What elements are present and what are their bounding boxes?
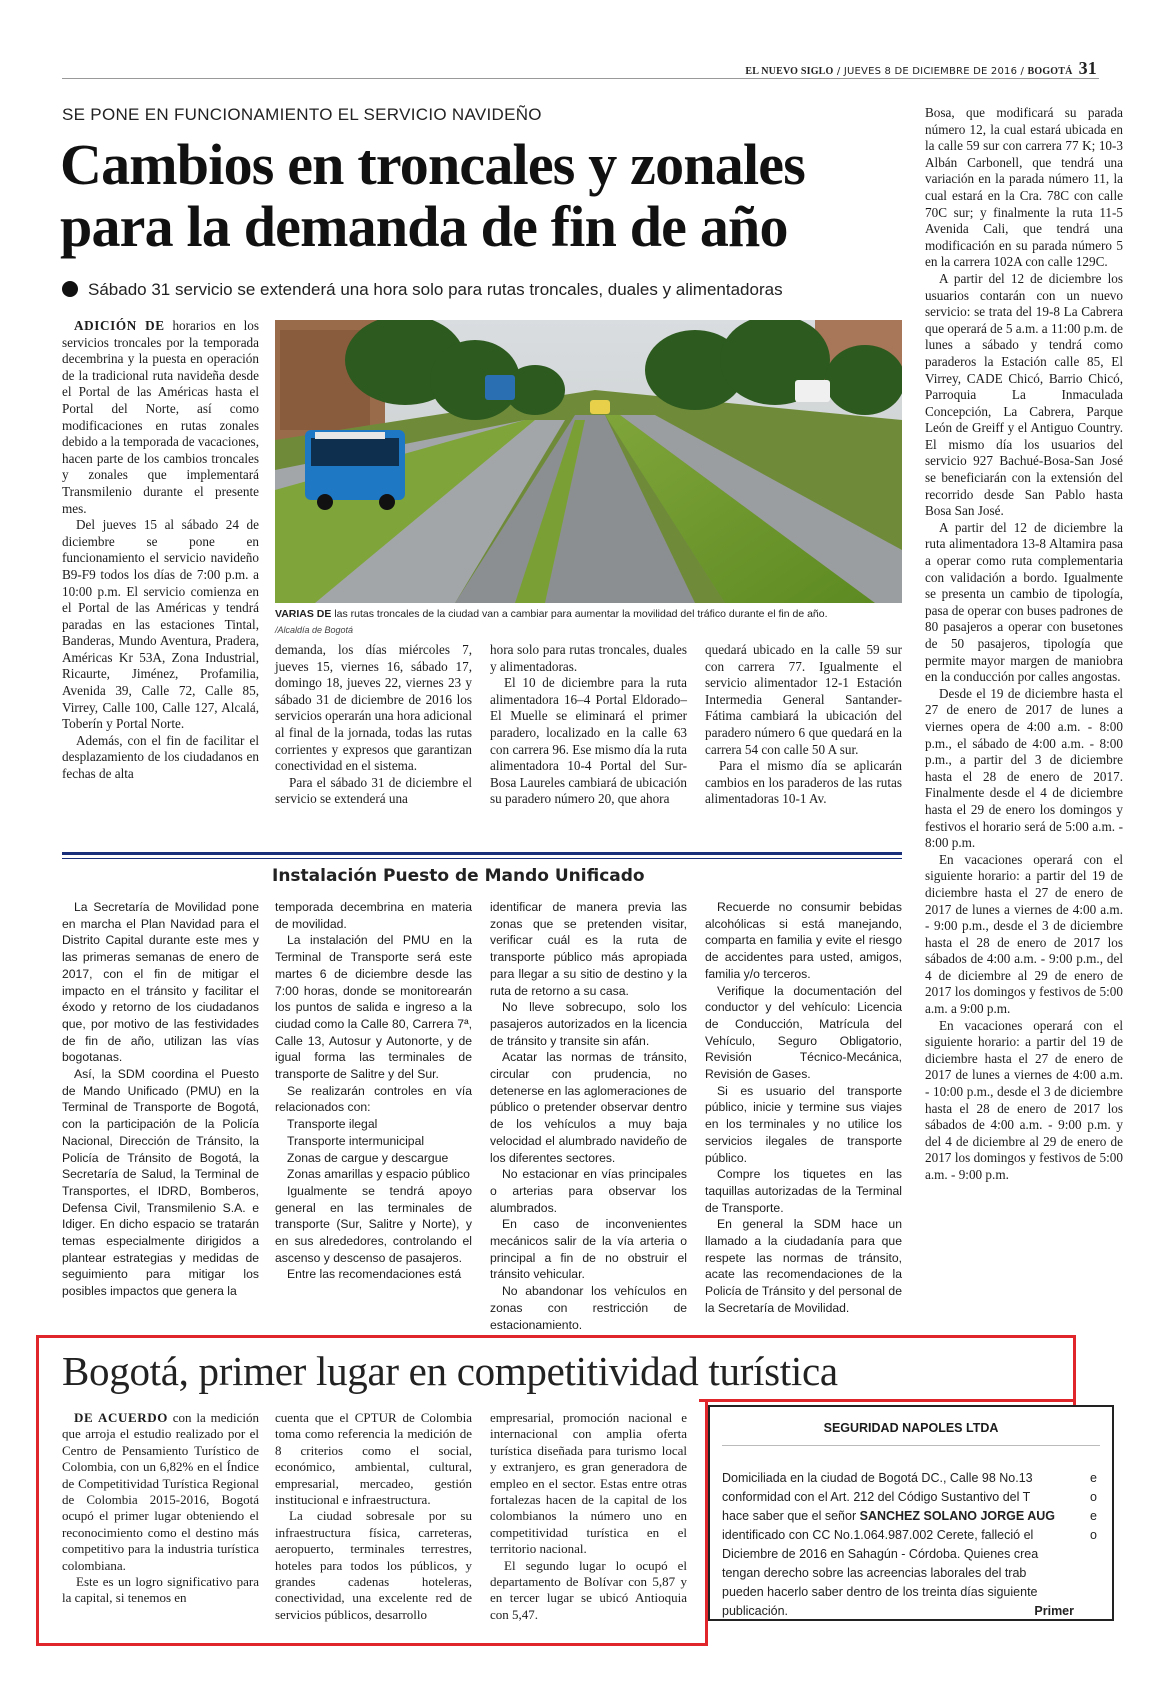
notice-line: [722, 1602, 1074, 1621]
article-headline: [60, 134, 920, 258]
notice-line: Diciembre de 2016 en Sahagún - Córdoba. Quienes crea: [722, 1547, 1039, 1561]
column-paragraph: El 10 de diciembre para la ruta alimentadora 16–4 Portal Eldorado–El Muelle se eliminará el primer paradero, localizado en la calle 63 con carrera 96. Ese mismo día la ruta alimentadora 10-4 Portal del Sur-Bosa Laureles cambiará de ubicación su paradero número 20, que ahora: [490, 675, 687, 807]
column-paragraph: En vacaciones operará con el siguiente horario: a partir del 19 de diciembre hasta el 27 de enero de 2017 de lunes a viernes de 4:00 a.m. - 10:00 p.m., desde el 3 de diciembre hasta el 28 de enero de 2017 los sábados de 4:00 a.m. - 9:00 p.m. y del 4 de diciembre al 29 de enero de 2017 los domingos y festivos de 5:00 a.m. - 9:00 p.m.: [925, 1017, 1123, 1182]
street-scene-image: [275, 320, 902, 603]
lead-text: con la medición que arroja el estudio realizado por el Centro de Pensamiento Turístico de Colombia, con un 6,82% en el Índice de Competitividad Turística Regional de Colombia 2015-2016, Bogotá ocupó el primer lugar obteniendo el reconocimiento como el destino más competitivo para la industria turística colombiana.: [62, 1410, 259, 1573]
notice-divider: [722, 1445, 1100, 1446]
control-list: [275, 1116, 472, 1183]
header-section: BOGOTÁ: [1027, 66, 1073, 77]
subhead-text: Sábado 31 servicio se extenderá una hora solo para rutas troncales, duales y alimentadoras: [88, 280, 783, 299]
notice-line-text: publicación.: [722, 1604, 789, 1618]
photo-caption: [275, 607, 902, 621]
lead-words: ADICIÓN DE: [74, 318, 165, 333]
sidebar-column-4: [705, 899, 902, 1317]
notice-title: SEGURIDAD NAPOLES LTDA: [823, 1421, 999, 1435]
article-column-2: [275, 642, 472, 808]
edge-char: o: [1090, 1528, 1097, 1542]
sidebar-column-3: [490, 899, 687, 1333]
column-paragraph: El segundo lugar lo ocupó el departamento de Bolívar con 5,87 y en tercer lugar se ubicó Antioquia con 5,47.: [490, 1557, 687, 1622]
column-paragraph: En vacaciones operará con el siguiente horario: a partir del 19 de diciembre hasta el 27 de enero de 2017 de lunes a viernes de 4:00 a.m. - 9:00 p.m., desde el 3 de diciembre hasta el 28 de enero de 2017 los sábados de 4:00 a.m. - 9:00 p.m., del 4 de diciembre al 29 de enero de 2017 los domingos y festivos de 5:00 a.m. a 9:00 p.m.: [925, 851, 1123, 1017]
article2-column-2: [275, 1410, 472, 1623]
column-paragraph: Verifique la documentación del conductor y del vehículo: Licencia de Conducción, Matrícula del Vehículo, Seguro Obligatorio, Revisión Técnico-Mecánica, Revisión de Gases.: [705, 983, 902, 1082]
notice-body: [722, 1469, 1074, 1621]
notice-line: identificado con CC No.1.064.987.002 Cerete, falleció el: [722, 1528, 1034, 1542]
column-paragraph: No lleve sobrecupo, solo los pasajeros autorizados en la licencia de tránsito y transite sin afán.: [490, 1000, 687, 1048]
column-paragraph: quedará ubicado en la calle 59 sur con carrera 77. Igualmente el servicio alimentador 12-1 Estación Intermedia General Santander-Fátima cambiará la ubicación del paradero número 6 que quedará en la carrera 54 con calle 50 A sur.: [705, 642, 902, 757]
column-paragraph: Para el sábado 31 de diciembre el servicio se extenderá una: [275, 774, 472, 807]
column-paragraph: Acatar las normas de tránsito, circular con prudencia, no detenerse en las aglomeraciones de público o pretender observar dentro de los vehículos a muy baja velocidad el alumbrado navideño de los diferentes sectores.: [490, 1050, 687, 1165]
column-paragraph: Del jueves 15 al sábado 24 de diciembre se pone en funcionamiento el servicio navideño B9-F9 todos los días de 7:00 p.m. a 10:00 p.m. El servicio comienza en el Portal de las Américas y tendrá paradas en las estaciones Tintal, Banderas, Mundo Aventura, Pradera, Américas Kr 53A, Zona Industrial, Ricaurte, Jiménez, Profamilia, Avenida 39, Calle 72, Calle 85, Virrey, Calle 100, Calle 127, Alcalá, Toberín y Portal Norte.: [62, 517, 259, 732]
caption-text: las rutas troncales de la ciudad van a cambiar para aumentar la movilidad del tráfico durante el fin de año.: [331, 608, 828, 620]
column-paragraph: En caso de inconvenientes mecánicos salir de la vía arteria o principal a fin de no obstruir el tránsito vehicular.: [490, 1217, 687, 1282]
edition-label: Primer: [1034, 1604, 1074, 1618]
notice-cut-edge: [1090, 1469, 1104, 1545]
article2-column-3: [490, 1410, 687, 1623]
edge-char: e: [1090, 1471, 1097, 1485]
column-paragraph: No estacionar en vías principales o arterias para observar los alumbrados.: [490, 1167, 687, 1215]
column-paragraph: En general la SDM hace un llamado a la ciudadanía para que respete las normas de tránsito, acate las recomendaciones de la Policía de Tránsito y del personal de la Secretaría de Movilidad.: [705, 1217, 902, 1315]
edge-char: e: [1090, 1509, 1097, 1523]
article-headline-2: Bogotá, primer lugar en competitividad turística: [62, 1348, 838, 1394]
notice-line: [722, 1507, 1074, 1526]
column-paragraph: Igualmente se tendrá apoyo general en las terminales de transporte (Sur, Salitre y Norte), y en sus alrededores, controlando el ascenso y descenso de pasajeros.: [275, 1183, 472, 1265]
column-paragraph: [62, 318, 259, 517]
caption-lead: VARIAS DE: [275, 608, 332, 620]
sidebar-column-1: [62, 899, 259, 1300]
list-item: Transporte ilegal: [287, 1117, 378, 1132]
section-divider-thin: [62, 858, 902, 859]
column-paragraph: [62, 1410, 259, 1574]
sidebar-column-2: [275, 899, 472, 1283]
article-column-4: [705, 642, 902, 808]
column-paragraph: temporada decembrina en materia de movilidad.: [275, 900, 472, 931]
notice-line: Domiciliada en la ciudad de Bogotá DC., Calle 98 No.13: [722, 1471, 1033, 1485]
notice-line: conformidad con el Art. 212 del Código Sustantivo del T: [722, 1490, 1031, 1504]
column-paragraph: Entre las recomendaciones está: [287, 1267, 462, 1282]
header-divider: [62, 78, 1099, 79]
column-paragraph: Así, la SDM coordina el Puesto de Mando Unificado (PMU) en la Terminal de Transporte de Bogotá, con la participación de la Policía Nacional, Dirección de Tránsito, la Policía de Tránsito de Bogotá, la Secretaría de Salud, la Terminal de Transportes, el IDRD, Bomberos, Defensa Civil, Transmilenio S.A. e Idiger. En dicho espacio se tratarán temas especialmente dirigidos a plantear estrategias y medidas de seguimiento para mitigar los posibles impactos que genera la: [62, 1067, 259, 1299]
column-paragraph: demanda, los días miércoles 7, jueves 15, viernes 16, sábado 17, domingo 18, jueves 22, viernes 23 y sábado 31 de diciembre de 2016 los servicios operarán una hora adicional al final de la jornada, todas las rutas corrientes y expresos que garantizan conectividad en el sistema.: [275, 642, 472, 774]
highlight-frame-join: [699, 1399, 1073, 1402]
column-paragraph: A partir del 12 de diciembre la ruta alimentadora 13-8 Altamira pasa a operar como ruta complementaria con validación a bordo. Igualmente se presenta un cambio de tipología, pasa de operar con buses padrones de 80 pasajeros a operar con busetones de 50 pasajeros, tipología que permite mayor margen de maniobra en la conducción por calles angostas.: [925, 519, 1123, 685]
sidebar-title: Instalación Puesto de Mando Unificado: [272, 866, 645, 886]
column-paragraph: La ciudad sobresale por su infraestructura física, carreteras, aeropuerto, terminales terrestres, hoteles para todos los públicos, y grandes cadenas hoteleras, conectividad, una excelente red de servicios públicos, desarrollo: [275, 1508, 472, 1622]
column-paragraph: La instalación del PMU en la Terminal de Transporte será este martes 6 de diciembre desde las 7:00 horas, donde se monitorearán los puntos de salida e ingreso a la ciudad como la Calle 80, Carrera 7ª, Calle 13, Autosur y Autonorte, y de igual forma las terminales de transporte de Salitre y del Sur.: [275, 933, 472, 1082]
article-right-column: [925, 105, 1123, 1184]
column-paragraph: Recuerde no consumir bebidas alcohólicas si está manejando, comparta en familia y evite el riesgo de accidentes para usted, amigos, familia y/o terceros.: [705, 900, 902, 981]
list-item: Zonas amarillas y espacio público: [287, 1167, 470, 1182]
column-paragraph: empresarial, promoción nacional e internacional con amplia oferta turística diseñada para turismo local y extranjero, es gran generadora de empleo en el sector. Estas entre otras fortalezas hacen de la capital de los colombianos la número uno en competitividad turística en el territorio nacional.: [490, 1410, 687, 1557]
column-paragraph: La Secretaría de Movilidad pone en marcha el Plan Navidad para el Distrito Capital durante este mes y las primeras semanas de enero de 2017, con el fin de mitigar el impacto en el tránsito y facilitar el éxodo y retorno de los ciudadanos que, por motivo de las festividades de fin de año, utilizan las vías bogotanas.: [62, 900, 259, 1065]
headline-line-1: Cambios en troncales y zonales: [60, 132, 806, 197]
column-paragraph: Se realizarán controles en vía relacionados con:: [275, 1083, 472, 1115]
column-paragraph: Compre los tiquetes en las taquillas autorizadas de la Terminal de Transporte.: [705, 1167, 902, 1215]
headline-line-2: para la demanda de fin de año: [60, 194, 788, 259]
lead-words: DE ACUERDO: [74, 1410, 168, 1425]
list-item: Transporte intermunicipal: [287, 1133, 425, 1148]
column-paragraph: Este es un logro significativo para la capital, si tenemos en: [62, 1574, 259, 1606]
article-photo: [275, 320, 902, 603]
section-divider: [62, 852, 902, 855]
article-column-1: [62, 318, 259, 783]
column-paragraph: Para el mismo día se aplicarán cambios en los paraderos de las rutas alimentadoras 10-1 Av.: [705, 758, 902, 807]
newspaper-name: EL NUEVO SIGLO: [745, 66, 834, 77]
deceased-name: SANCHEZ SOLANO JORGE AUG: [859, 1509, 1055, 1523]
bullet-icon: [62, 281, 78, 297]
lead-text: horarios en los servicios troncales por la temporada decembrina y la puesta en operación de la tradicional ruta navideña desde el Portal de las Américas hasta el Portal del Norte, así como modificaciones en rutas zonales debido a la temporada de vacaciones, hacen parte de los cambios troncales y zonales que implementará Transmilenio durante el presente mes.: [62, 318, 259, 516]
page-number: 31: [1078, 58, 1097, 78]
notice-line-text: hace saber que el señor: [722, 1509, 857, 1523]
list-item: Zonas de cargue y descargue: [287, 1150, 449, 1165]
column-paragraph: Desde el 19 de diciembre hasta el 27 de enero de 2017 de lunes a viernes opera de 4:00 a.m. - 8:00 p.m., el sábado de 4:00 a.m. - 8:00 p.m., a partir del 3 de diciembre hasta el 28 de enero de 2017. Finalmente desde el 4 de diciembre hasta el 29 de enero los domingos y festivos el horario será de 5:00 a.m. - 8:00 p.m.: [925, 685, 1123, 851]
article2-column-1: [62, 1410, 259, 1607]
article-subhead: [62, 280, 783, 300]
column-paragraph: A partir del 12 de diciembre los usuarios contarán con un nuevo servicio: se trata del 19-8 La Cabrera que operará de 5 a.m. a 11:00 p.m. de lunes a sábado y tendrá como paraderos la Estación calle 85, El Virrey, CADE Chicó, Barrio Chicó, Parroquia La Inmaculada Concepción, La Cabrera, Parque León de Greiff y el Antiguo Country. El mismo día los usuarios del servicio 927 Bachué-Bosa-San José se beneficiarán con la extensión del recorrido desde San Pablo hasta Bosa San José.: [925, 270, 1123, 519]
header-date: / JUEVES 8 DE DICIEMBRE DE 2016 /: [833, 66, 1028, 77]
page-header: [745, 58, 1097, 79]
column-paragraph: cuenta que el CPTUR de Colombia toma como referencia la medición de 8 criterios como el social, económico, ambiental, cultural, empresarial, mercadeo, gestión institucional e infraestructura.: [275, 1410, 472, 1508]
notice-line: tengan derecho sobre las acreencias laborales del trab: [722, 1566, 1027, 1580]
article-kicker: SE PONE EN FUNCIONAMIENTO EL SERVICIO NAVIDEÑO: [62, 105, 542, 124]
photo-credit: /Alcaldía de Bogotá: [275, 625, 354, 635]
column-paragraph: Además, con el fin de facilitar el desplazamiento de los ciudadanos en fechas de alta: [62, 732, 259, 782]
column-paragraph: Bosa, que modificará su parada número 12, la cual estará ubicada en la calle 59 sur con carrera 77 K; 10-3 Albán Carbonell, que tendrá una variación en la parada número 11, la cual estará en la Cra. 78C con calle 70C sur; y finalmente la ruta 11-5 Avenida Cali, que tendrá una modificación en su parada número 5 en la carrera 102A con calle 129C.: [925, 105, 1123, 270]
column-paragraph: Si es usuario del transporte público, inicie y termine sus viajes en los terminales y no utilice los servicios ilegales de transporte público.: [705, 1083, 902, 1165]
column-paragraph: hora solo para rutas troncales, duales y alimentadoras.: [490, 642, 687, 674]
column-paragraph: identificar de manera previa las zonas que se pretenden visitar, verificar cuál es la ruta de transporte público más apropiada para llegar a su sitio de destino y la ruta de retorno a su casa.: [490, 900, 687, 998]
column-paragraph: No abandonar los vehículos en zonas con restricción de estacionamiento.: [490, 1284, 687, 1332]
notice-line: pueden hacerlo saber dentro de los treinta días siguiente: [722, 1585, 1038, 1599]
edge-char: o: [1090, 1490, 1097, 1504]
article-column-3: [490, 642, 687, 808]
legal-notice: [708, 1405, 1114, 1621]
